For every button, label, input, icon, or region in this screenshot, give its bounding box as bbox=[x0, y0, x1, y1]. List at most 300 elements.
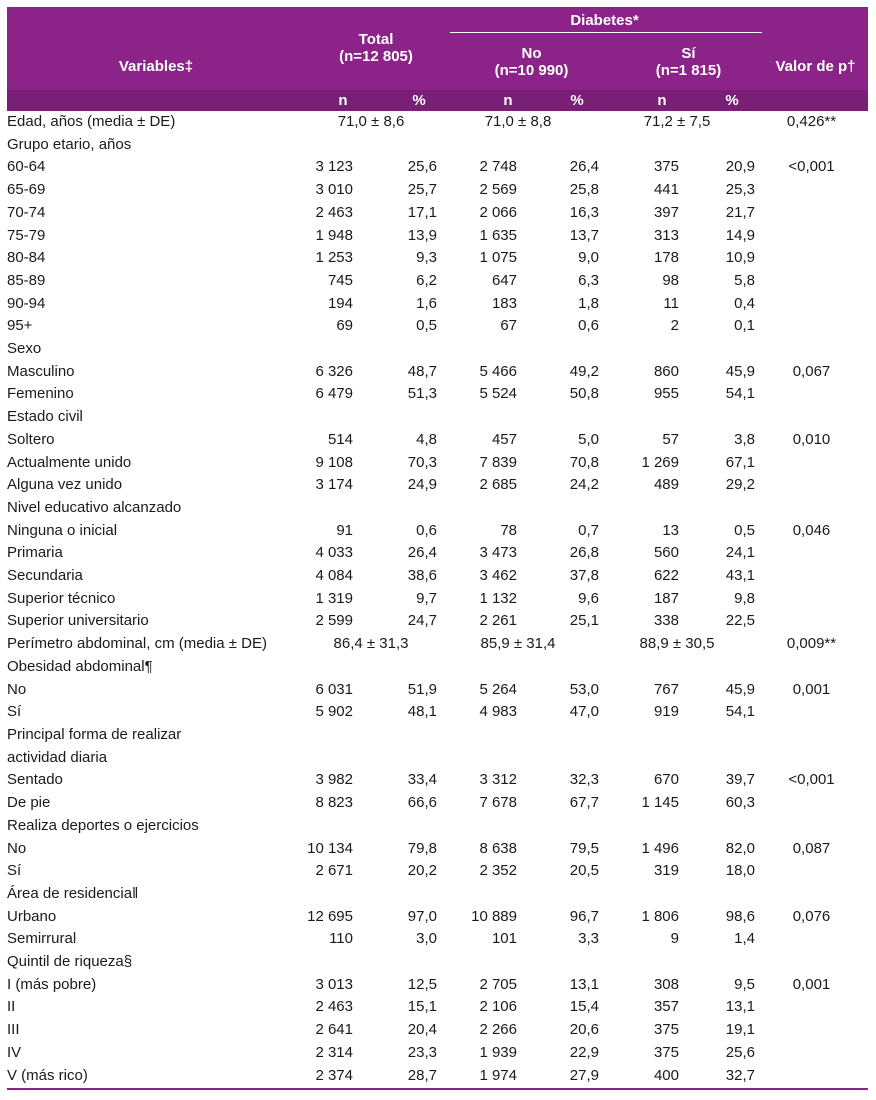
no-mean-sd: 85,9 ± 31,4 bbox=[480, 635, 556, 653]
si-n-cell: 397 bbox=[653, 203, 679, 221]
no-pct-cell: 1,8 bbox=[578, 294, 599, 312]
si-pct-cell: 60,3 bbox=[725, 794, 755, 812]
si-pct-cell: 9,5 bbox=[734, 975, 755, 993]
total-pct-cell: 24,9 bbox=[407, 476, 437, 494]
total-pct-cell: 6,2 bbox=[416, 271, 437, 289]
no-n-cell: 2 748 bbox=[479, 158, 517, 176]
no-n-cell: 3 462 bbox=[479, 567, 517, 585]
total-mean-sd: 71,0 ± 8,6 bbox=[337, 113, 405, 130]
table-row bbox=[7, 996, 868, 1019]
row-label: 90-94 bbox=[7, 294, 46, 312]
si-n-cell: 13 bbox=[662, 521, 679, 539]
total-n-cell: 12 695 bbox=[307, 907, 353, 925]
si-n-cell: 375 bbox=[653, 1043, 679, 1061]
si-pct-cell: 43,1 bbox=[725, 567, 755, 585]
total-n-cell: 4 033 bbox=[315, 544, 353, 562]
si-pct-cell: 14,9 bbox=[725, 226, 755, 244]
si-pct-cell: 45,9 bbox=[725, 680, 755, 698]
p-value bbox=[755, 860, 868, 883]
table-row bbox=[7, 792, 868, 815]
si-pct-cell: 25,3 bbox=[725, 181, 755, 199]
si-pct-cell: 9,8 bbox=[734, 589, 755, 607]
p-value: 0,001 bbox=[792, 975, 831, 993]
table-row bbox=[7, 134, 868, 157]
total-n-cell: 6 479 bbox=[315, 385, 353, 403]
si-n-cell: 489 bbox=[653, 476, 679, 494]
total-pct-cell: 26,4 bbox=[407, 544, 437, 562]
total-pct-cell: 20,2 bbox=[407, 862, 437, 880]
no-pct-cell: 53,0 bbox=[569, 680, 599, 698]
row-label: Ninguna o inicial bbox=[7, 521, 118, 539]
si-n-cell: 2 bbox=[670, 317, 679, 335]
si-n-cell: 860 bbox=[653, 362, 679, 380]
table-row bbox=[7, 724, 868, 747]
no-n-cell: 2 685 bbox=[479, 476, 517, 494]
header-pvalue: Valor de p† bbox=[775, 58, 856, 75]
header-variables: Variables‡ bbox=[118, 58, 194, 75]
row-label: Superior universitario bbox=[7, 612, 149, 630]
no-pct-cell: 67,7 bbox=[569, 794, 599, 812]
no-pct-cell: 79,5 bbox=[569, 839, 599, 857]
row-label: Soltero bbox=[7, 430, 55, 448]
row-label: Nivel educativo alcanzado bbox=[7, 498, 182, 516]
no-n-cell: 7 839 bbox=[479, 453, 517, 471]
table-row bbox=[7, 1019, 868, 1042]
si-n-cell: 1 145 bbox=[641, 794, 679, 812]
si-n-cell: 955 bbox=[653, 385, 679, 403]
table-row bbox=[7, 860, 868, 883]
si-pct-cell: 13,1 bbox=[725, 998, 755, 1016]
total-n-cell: 10 134 bbox=[307, 839, 353, 857]
total-n-cell: 5 902 bbox=[315, 703, 353, 721]
row-label: Alguna vez unido bbox=[7, 476, 123, 494]
no-n-cell: 2 266 bbox=[479, 1021, 517, 1039]
row-label: 65-69 bbox=[7, 181, 46, 199]
no-pct-cell: 5,0 bbox=[578, 430, 599, 448]
header-total: Total bbox=[358, 31, 394, 48]
table-row bbox=[7, 747, 868, 770]
empty-cell bbox=[305, 724, 868, 747]
total-pct-cell: 66,6 bbox=[407, 794, 437, 812]
total-n-cell: 3 010 bbox=[315, 181, 353, 199]
si-pct-cell: 82,0 bbox=[725, 839, 755, 857]
row-label: Perímetro abdominal, cm (media ± DE) bbox=[7, 635, 267, 653]
si-pct-cell: 32,7 bbox=[725, 1066, 755, 1084]
header-total-n: (n=12 805) bbox=[339, 48, 413, 65]
row-label: V (más rico) bbox=[7, 1066, 88, 1084]
no-pct-cell: 24,2 bbox=[569, 476, 599, 494]
total-pct-cell: 9,3 bbox=[416, 249, 437, 267]
table-bottom-rule bbox=[7, 1088, 868, 1090]
si-n-cell: 441 bbox=[653, 181, 679, 199]
total-pct-cell: 17,1 bbox=[407, 203, 437, 221]
header-si-n: (n=1 815) bbox=[655, 62, 722, 79]
total-pct-cell: 3,0 bbox=[416, 930, 437, 948]
total-pct-cell: 48,7 bbox=[407, 362, 437, 380]
p-value: 0,046 bbox=[792, 521, 831, 539]
total-pct-cell: 38,6 bbox=[407, 567, 437, 585]
si-mean-sd: 71,2 ± 7,5 bbox=[643, 113, 711, 130]
header-si: Sí bbox=[681, 45, 696, 62]
table-row bbox=[7, 247, 868, 270]
no-pct-cell: 15,4 bbox=[569, 998, 599, 1016]
total-n-cell: 8 823 bbox=[315, 794, 353, 812]
total-pct-cell: 23,3 bbox=[407, 1043, 437, 1061]
si-pct-cell: 45,9 bbox=[725, 362, 755, 380]
p-value bbox=[755, 1019, 868, 1042]
si-pct-cell: 67,1 bbox=[725, 453, 755, 471]
si-n-cell: 338 bbox=[653, 612, 679, 630]
total-n-cell: 514 bbox=[327, 430, 353, 448]
total-n-cell: 745 bbox=[327, 271, 353, 289]
header-no: No bbox=[521, 45, 542, 62]
p-value: 0,010 bbox=[792, 430, 831, 448]
p-value: 0,067 bbox=[792, 362, 831, 380]
table-row bbox=[7, 111, 868, 134]
no-pct-cell: 0,7 bbox=[578, 521, 599, 539]
row-label: 80-84 bbox=[7, 249, 46, 267]
si-n-cell: 400 bbox=[653, 1066, 679, 1084]
no-pct-cell: 20,5 bbox=[569, 862, 599, 880]
total-n-cell: 2 314 bbox=[315, 1043, 353, 1061]
total-n-cell: 3 174 bbox=[315, 476, 353, 494]
empty-cell bbox=[305, 747, 868, 770]
total-pct-cell: 13,9 bbox=[407, 226, 437, 244]
total-pct-cell: 33,4 bbox=[407, 771, 437, 789]
no-pct-cell: 0,6 bbox=[578, 317, 599, 335]
p-value: <0,001 bbox=[788, 158, 835, 176]
total-n-cell: 69 bbox=[336, 317, 353, 335]
table-row bbox=[7, 361, 868, 384]
total-pct-cell: 25,7 bbox=[407, 181, 437, 199]
table-row bbox=[7, 202, 868, 225]
si-pct-cell: 25,6 bbox=[725, 1043, 755, 1061]
total-n-cell: 2 671 bbox=[315, 862, 353, 880]
table-row bbox=[7, 974, 868, 997]
table-row bbox=[7, 701, 868, 724]
table-row bbox=[7, 633, 868, 656]
total-pct-cell: 70,3 bbox=[407, 453, 437, 471]
no-pct-cell: 32,3 bbox=[569, 771, 599, 789]
table-row bbox=[7, 1065, 868, 1088]
si-pct-cell: 24,1 bbox=[725, 544, 755, 562]
total-pct-cell: 15,1 bbox=[407, 998, 437, 1016]
table-row bbox=[7, 906, 868, 929]
si-pct-cell: 0,1 bbox=[734, 317, 755, 335]
no-n-cell: 5 524 bbox=[479, 385, 517, 403]
empty-cell bbox=[305, 134, 868, 157]
table-row bbox=[7, 474, 868, 497]
row-label: Femenino bbox=[7, 385, 74, 403]
header-no-n: (n=10 990) bbox=[494, 62, 569, 79]
p-value bbox=[755, 1065, 868, 1088]
no-n-cell: 1 635 bbox=[479, 226, 517, 244]
total-n-cell: 2 641 bbox=[315, 1021, 353, 1039]
total-n-cell: 91 bbox=[336, 521, 353, 539]
total-n-cell: 110 bbox=[329, 930, 353, 948]
table-row bbox=[7, 179, 868, 202]
p-value bbox=[755, 701, 868, 724]
si-n-cell: 670 bbox=[653, 771, 679, 789]
row-label: Principal forma de realizar bbox=[7, 725, 182, 743]
total-n-cell: 2 463 bbox=[315, 998, 353, 1016]
no-n-cell: 1 132 bbox=[479, 589, 517, 607]
no-pct-cell: 27,9 bbox=[569, 1066, 599, 1084]
si-pct-cell: 3,8 bbox=[734, 430, 755, 448]
no-n-cell: 5 466 bbox=[479, 362, 517, 380]
row-label: II bbox=[7, 998, 16, 1016]
no-pct-cell: 6,3 bbox=[578, 271, 599, 289]
empty-cell bbox=[305, 406, 868, 429]
table-row bbox=[7, 338, 868, 361]
no-n-cell: 2 106 bbox=[479, 998, 517, 1016]
si-n-cell: 9 bbox=[670, 930, 679, 948]
row-label: Quintil de riqueza§ bbox=[7, 953, 133, 971]
si-n-cell: 178 bbox=[653, 249, 679, 267]
no-mean-sd: 71,0 ± 8,8 bbox=[484, 113, 552, 130]
si-n-cell: 308 bbox=[653, 975, 679, 993]
si-pct-cell: 19,1 bbox=[725, 1021, 755, 1039]
no-pct-cell: 25,1 bbox=[569, 612, 599, 630]
total-n-cell: 6 031 bbox=[315, 680, 353, 698]
header-total-pct-col: % bbox=[412, 92, 426, 109]
no-n-cell: 2 261 bbox=[479, 612, 517, 630]
si-n-cell: 57 bbox=[662, 430, 679, 448]
no-n-cell: 101 bbox=[491, 930, 517, 948]
row-label: Sexo bbox=[7, 340, 42, 358]
p-value bbox=[755, 315, 868, 338]
header-no-pct-col: % bbox=[570, 92, 584, 109]
table-row bbox=[7, 610, 868, 633]
table-row bbox=[7, 383, 868, 406]
no-pct-cell: 13,1 bbox=[569, 975, 599, 993]
p-value: 0,001 bbox=[792, 680, 831, 698]
si-pct-cell: 20,9 bbox=[725, 158, 755, 176]
total-n-cell: 1 948 bbox=[315, 226, 353, 244]
row-label: Primaria bbox=[7, 544, 63, 562]
si-n-cell: 919 bbox=[653, 703, 679, 721]
si-mean-sd: 88,9 ± 30,5 bbox=[639, 635, 715, 653]
table-row bbox=[7, 1042, 868, 1065]
table-row bbox=[7, 520, 868, 543]
no-n-cell: 4 983 bbox=[479, 703, 517, 721]
total-pct-cell: 4,8 bbox=[416, 430, 437, 448]
no-pct-cell: 26,4 bbox=[569, 158, 599, 176]
no-pct-cell: 13,7 bbox=[569, 226, 599, 244]
row-label: Sentado bbox=[7, 771, 63, 789]
total-pct-cell: 48,1 bbox=[407, 703, 437, 721]
si-pct-cell: 1,4 bbox=[734, 930, 755, 948]
total-n-cell: 2 374 bbox=[315, 1066, 353, 1084]
si-pct-cell: 0,4 bbox=[734, 294, 755, 312]
row-label: Realiza deportes o ejercicios bbox=[7, 816, 199, 834]
p-value bbox=[755, 179, 868, 202]
no-pct-cell: 25,8 bbox=[569, 181, 599, 199]
empty-cell bbox=[305, 815, 868, 838]
no-pct-cell: 50,8 bbox=[569, 385, 599, 403]
total-n-cell: 3 982 bbox=[315, 771, 353, 789]
empty-cell bbox=[305, 338, 868, 361]
total-pct-cell: 25,6 bbox=[407, 158, 437, 176]
p-value bbox=[755, 452, 868, 475]
header-si-pct-col: % bbox=[725, 92, 739, 109]
si-n-cell: 11 bbox=[663, 294, 679, 312]
total-n-cell: 1 319 bbox=[315, 589, 353, 607]
p-value bbox=[755, 270, 868, 293]
p-value bbox=[755, 928, 868, 951]
total-pct-cell: 79,8 bbox=[407, 839, 437, 857]
p-value bbox=[755, 247, 868, 270]
p-value bbox=[755, 610, 868, 633]
row-label: Secundaria bbox=[7, 567, 83, 585]
row-label: IV bbox=[7, 1043, 22, 1061]
si-pct-cell: 21,7 bbox=[725, 203, 755, 221]
row-label: Actualmente unido bbox=[7, 453, 132, 471]
row-label: Obesidad abdominal¶ bbox=[7, 657, 153, 675]
no-pct-cell: 26,8 bbox=[569, 544, 599, 562]
total-n-cell: 2 599 bbox=[315, 612, 353, 630]
table-row bbox=[7, 315, 868, 338]
row-label: No bbox=[7, 839, 27, 857]
table-row bbox=[7, 293, 868, 316]
row-label: actividad diaria bbox=[7, 748, 108, 766]
si-n-cell: 98 bbox=[662, 271, 679, 289]
row-label: Masculino bbox=[7, 362, 75, 380]
row-label: De pie bbox=[7, 794, 51, 812]
row-label: Edad, años (media ± DE) bbox=[7, 113, 176, 130]
no-pct-cell: 22,9 bbox=[569, 1043, 599, 1061]
table-row bbox=[7, 769, 868, 792]
p-value bbox=[755, 1042, 868, 1065]
no-n-cell: 7 678 bbox=[479, 794, 517, 812]
si-pct-cell: 98,6 bbox=[725, 907, 755, 925]
si-pct-cell: 5,8 bbox=[734, 271, 755, 289]
si-pct-cell: 39,7 bbox=[725, 771, 755, 789]
row-label: 70-74 bbox=[7, 203, 46, 221]
no-n-cell: 67 bbox=[500, 317, 517, 335]
row-label: Urbano bbox=[7, 907, 57, 925]
empty-cell bbox=[305, 951, 868, 974]
row-label: Semirrural bbox=[7, 930, 77, 948]
p-value: 0,009** bbox=[786, 635, 837, 653]
no-n-cell: 2 066 bbox=[479, 203, 517, 221]
row-label: Estado civil bbox=[7, 408, 83, 426]
no-pct-cell: 37,8 bbox=[569, 567, 599, 585]
row-label: 85-89 bbox=[7, 271, 46, 289]
p-value: <0,001 bbox=[788, 771, 835, 789]
total-n-cell: 6 326 bbox=[315, 362, 353, 380]
p-value: 0,087 bbox=[792, 839, 831, 857]
no-n-cell: 3 312 bbox=[479, 771, 517, 789]
table-row bbox=[7, 838, 868, 861]
p-value: 0,076 bbox=[792, 907, 831, 925]
no-n-cell: 183 bbox=[491, 294, 517, 312]
no-n-cell: 3 473 bbox=[479, 544, 517, 562]
header-diabetes-rule bbox=[450, 32, 762, 33]
row-label: No bbox=[7, 680, 27, 698]
row-label: Sí bbox=[7, 862, 22, 880]
si-pct-cell: 29,2 bbox=[725, 476, 755, 494]
table-row bbox=[7, 588, 868, 611]
no-pct-cell: 16,3 bbox=[569, 203, 599, 221]
total-pct-cell: 97,0 bbox=[407, 907, 437, 925]
no-n-cell: 2 705 bbox=[479, 975, 517, 993]
no-n-cell: 2 569 bbox=[479, 181, 517, 199]
row-label: I (más pobre) bbox=[7, 975, 97, 993]
header-si-n-col: n bbox=[657, 92, 667, 109]
data-table bbox=[7, 7, 868, 1090]
table-row bbox=[7, 225, 868, 248]
table-row bbox=[7, 542, 868, 565]
table-body bbox=[7, 111, 868, 1087]
table-row bbox=[7, 429, 868, 452]
si-n-cell: 560 bbox=[653, 544, 679, 562]
total-pct-cell: 0,5 bbox=[416, 317, 437, 335]
total-pct-cell: 28,7 bbox=[407, 1066, 437, 1084]
p-value bbox=[755, 474, 868, 497]
row-label: III bbox=[7, 1021, 20, 1039]
no-pct-cell: 3,3 bbox=[578, 930, 599, 948]
p-value bbox=[755, 792, 868, 815]
p-value bbox=[755, 996, 868, 1019]
total-mean-sd: 86,4 ± 31,3 bbox=[333, 635, 409, 653]
total-n-cell: 3 013 bbox=[315, 975, 353, 993]
si-n-cell: 187 bbox=[653, 589, 679, 607]
si-n-cell: 622 bbox=[653, 567, 679, 585]
table-header bbox=[7, 7, 868, 111]
table-row bbox=[7, 656, 868, 679]
si-pct-cell: 54,1 bbox=[725, 703, 755, 721]
no-n-cell: 1 974 bbox=[479, 1066, 517, 1084]
si-pct-cell: 22,5 bbox=[725, 612, 755, 630]
si-n-cell: 1 806 bbox=[641, 907, 679, 925]
p-value bbox=[755, 293, 868, 316]
total-n-cell: 9 108 bbox=[315, 453, 353, 471]
si-n-cell: 375 bbox=[653, 1021, 679, 1039]
row-label: Grupo etario, años bbox=[7, 135, 132, 153]
no-n-cell: 8 638 bbox=[479, 839, 517, 857]
si-n-cell: 313 bbox=[653, 226, 679, 244]
si-n-cell: 357 bbox=[653, 998, 679, 1016]
no-pct-cell: 20,6 bbox=[569, 1021, 599, 1039]
no-pct-cell: 9,6 bbox=[578, 589, 599, 607]
empty-cell bbox=[305, 656, 868, 679]
total-pct-cell: 51,9 bbox=[407, 680, 437, 698]
si-pct-cell: 54,1 bbox=[725, 385, 755, 403]
row-label: 95+ bbox=[7, 317, 33, 335]
si-n-cell: 767 bbox=[653, 680, 679, 698]
total-n-cell: 2 463 bbox=[315, 203, 353, 221]
total-pct-cell: 12,5 bbox=[407, 975, 437, 993]
table-row bbox=[7, 951, 868, 974]
total-pct-cell: 51,3 bbox=[407, 385, 437, 403]
si-pct-cell: 10,9 bbox=[725, 249, 755, 267]
empty-cell bbox=[305, 883, 868, 906]
row-label: Superior técnico bbox=[7, 589, 116, 607]
p-value bbox=[755, 225, 868, 248]
total-pct-cell: 9,7 bbox=[416, 589, 437, 607]
si-n-cell: 1 496 bbox=[641, 839, 679, 857]
total-pct-cell: 20,4 bbox=[407, 1021, 437, 1039]
row-label: Área de residencia‖ bbox=[7, 884, 139, 902]
header-diabetes: Diabetes* bbox=[570, 12, 639, 29]
table-row bbox=[7, 928, 868, 951]
total-n-cell: 4 084 bbox=[315, 567, 353, 585]
no-pct-cell: 47,0 bbox=[569, 703, 599, 721]
table-row bbox=[7, 270, 868, 293]
row-label: Sí bbox=[7, 703, 22, 721]
si-n-cell: 1 269 bbox=[641, 453, 679, 471]
